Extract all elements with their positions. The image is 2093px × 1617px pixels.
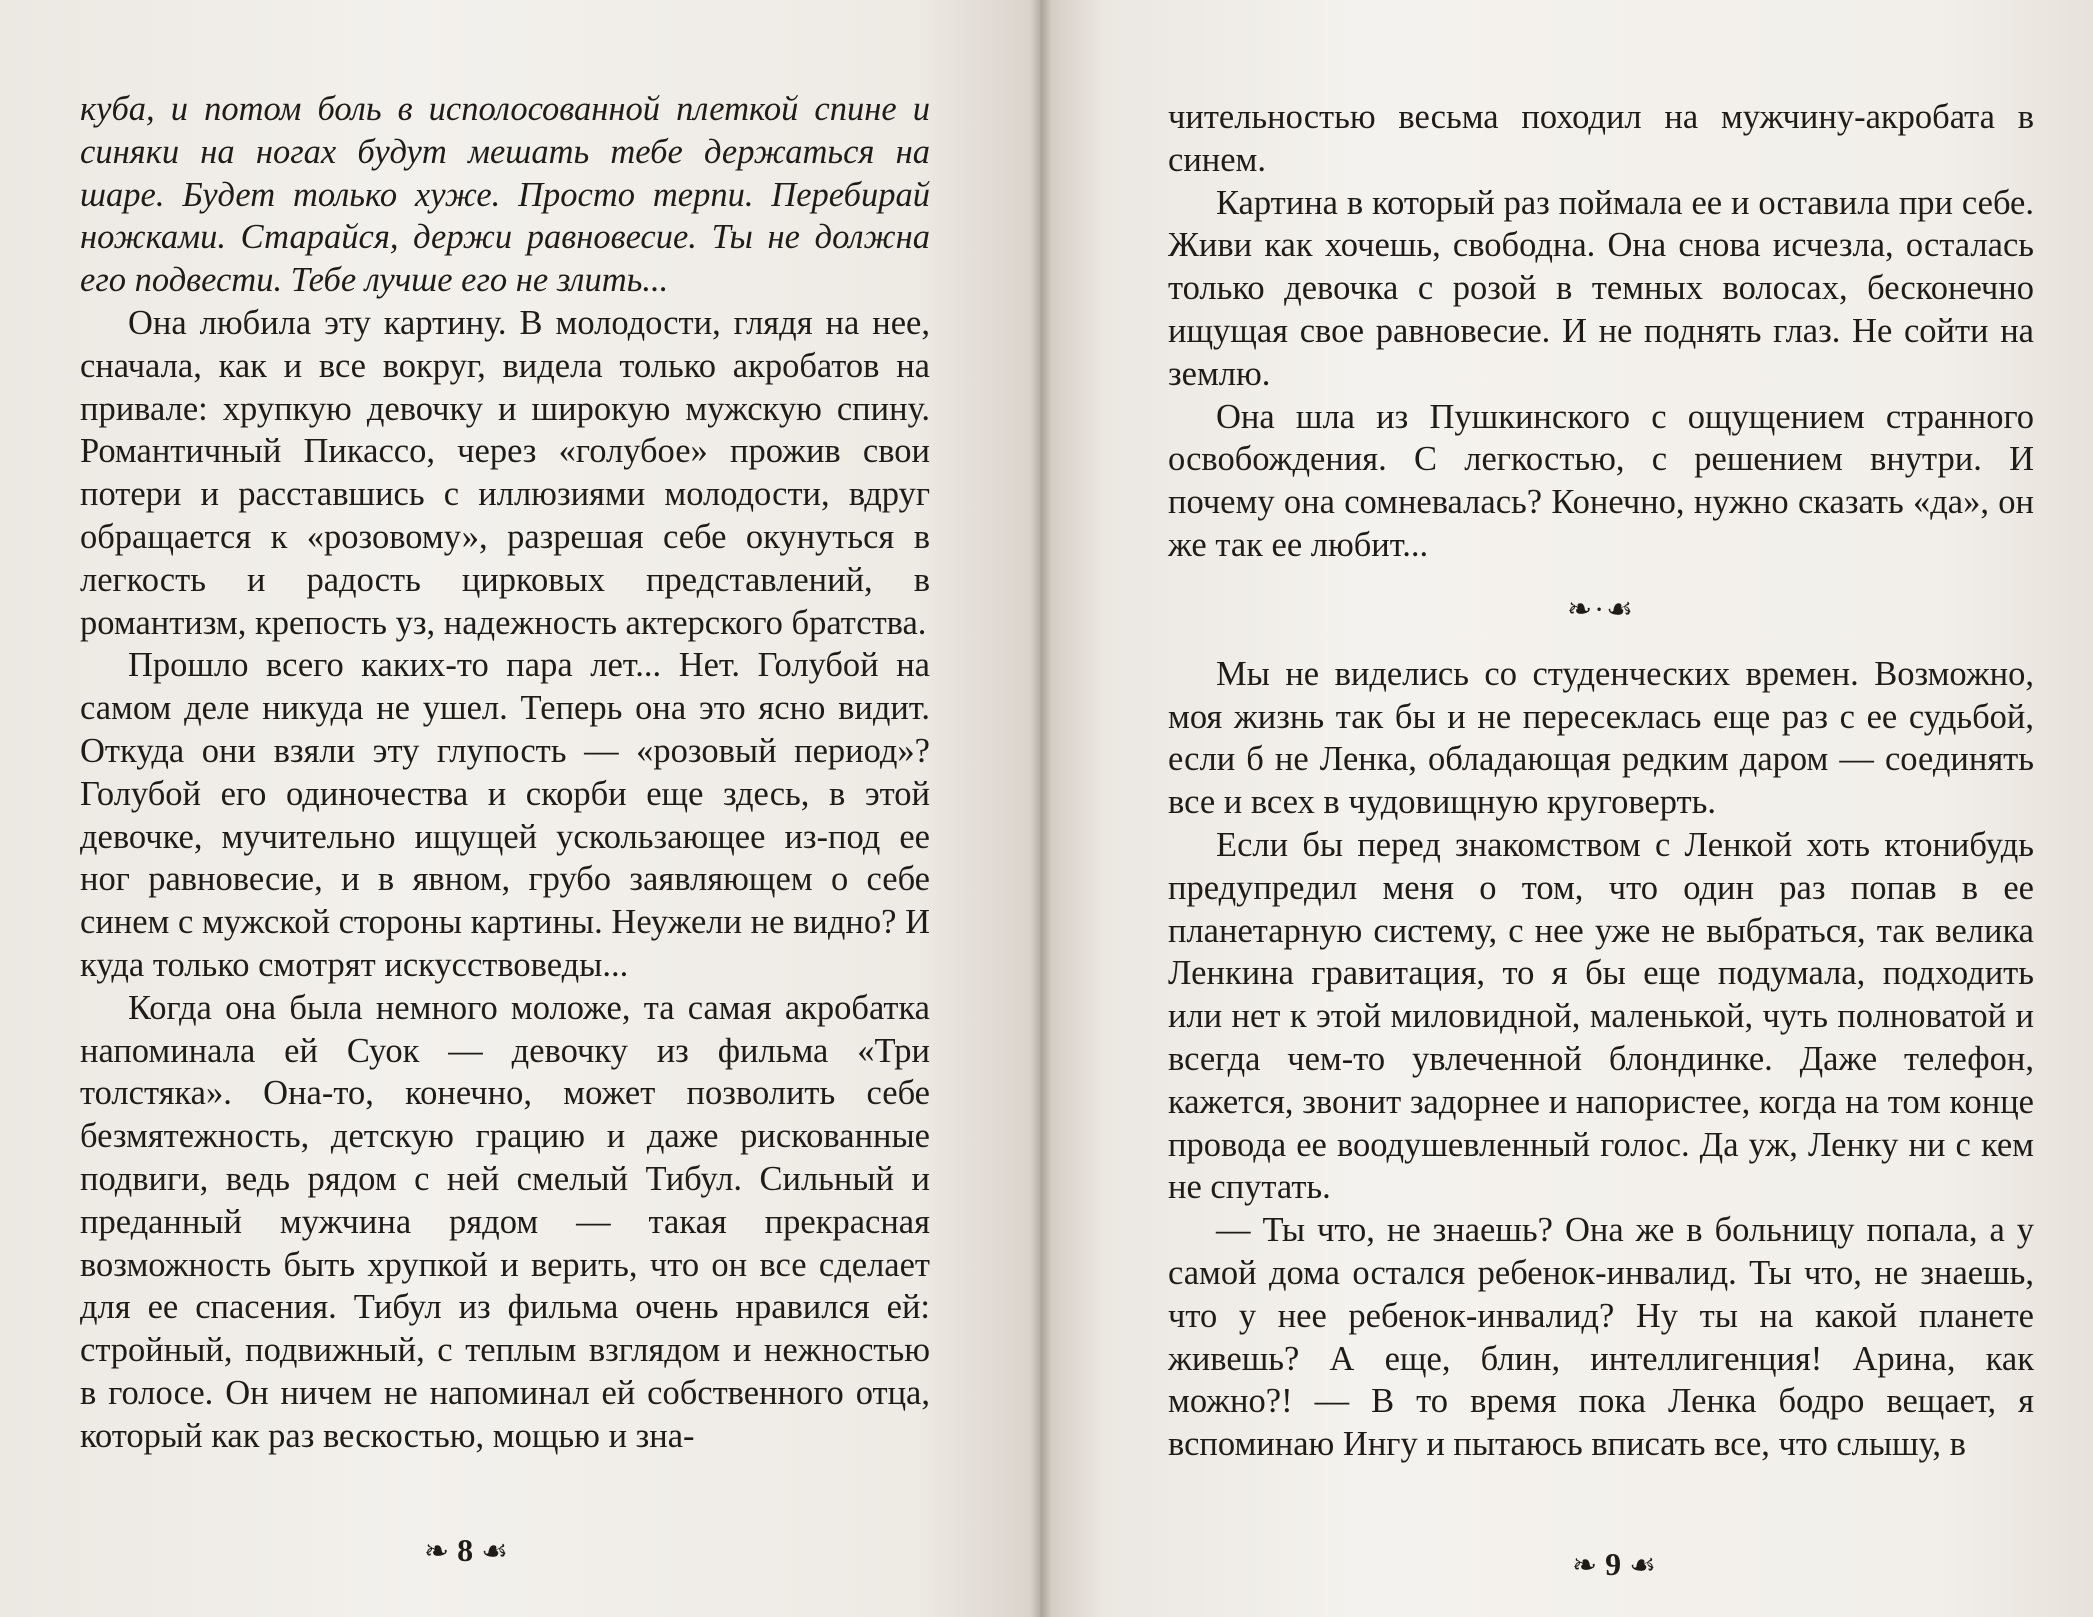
- page-number-left: [424, 1532, 508, 1569]
- right-page-text: [1168, 96, 2034, 1466]
- paragraph: Прошло всего каких-то пара лет... Нет. Голубой на самом деле никуда не ушел. Теперь она это ясно видит. Откуда они взяли эту глупость — «розовый период»? Голубой его одиночества и скорби еще здесь, в этой девочке, мучительно ищущей ускользающее из-под ее ног равновесие, и в явном, грубо заявляющем о себе синем с мужской стороны картины. Неужели не видно? И куда только смотрят искусствоведы...: [80, 646, 930, 984]
- ornament-right-icon: ☙: [481, 1535, 509, 1568]
- paragraph: чительностью весьма походил на мужчину-акробата в синем.: [1168, 98, 2034, 179]
- paragraph: Когда она была немного моложе, та самая акробатка напоминала ей Суок — девочку из фильма «Три толстяка». Она-то, конечно, может позволить себе безмятежность, детскую грацию и даже рискованные подвиги, ведь рядом с ней смелый Тибул. Сильный и преданный мужчина рядом — такая прекрасная возможность быть хрупкой и верить, что он все сделает для ее спасения. Тибул из фильма очень нравился ей: стройный, подвижный, с теплым взглядом и нежностью в голосе. Он ничем не напоминал ей собственного отца, который как раз вескостью, мощью и зна-: [80, 988, 930, 1455]
- paragraph: Она шла из Пушкинского с ощущением странного освобождения. С легкостью, с решением внутри. И почему она сомневалась? Конечно, нужно сказать «да», он же так ее любит...: [1168, 397, 2034, 564]
- paragraph: Картина в который раз поймала ее и оставила при себе. Живи как хочешь, свободна. Она снова исчезла, осталась только девочка с розой в темных волосах, бесконечно ищущая свое равновесие. И не поднять глаз. Не сойти на землю.: [1168, 183, 2034, 393]
- ornament-right-icon: ☙: [1629, 1549, 1657, 1582]
- page-number-value: 8: [457, 1532, 474, 1568]
- paragraph: Она любила эту картину. В молодости, глядя на нее, сначала, как и все вокруг, видела только акробатов на привале: хрупкую девочку и широкую мужскую спину. Романтичный Пикассо, через «голубое» прожив свои потери и расставшись с иллюзиями молодости, вдруг обращается к «розовому», разрешая себе окунуться в легкость и радость цирковых представлений, в романтизм, крепость уз, надежность актерского братства.: [80, 303, 930, 642]
- left-page-text: [80, 88, 930, 1458]
- ornament-left-icon: ❧: [424, 1535, 450, 1568]
- paragraph: Если бы перед знакомством с Ленкой хоть ктонибудь предупредил меня о том, что один раз попав в ее планетарную систему, с нее уже не выбраться, так велика Ленкина гравитация, то я бы еще подумала, подходить или нет к этой миловидной, маленькой, чуть полноватой и всегда чем-то увлеченной блондинке. Даже телефон, кажется, звонит задорнее и напористее, когда на том конце провода ее воодушевленный голос. Да уж, Ленку ни с кем не спутать.: [1168, 825, 2034, 1207]
- paragraph: куба, и потом боль в исполосованной плеткой спине и синяки на ногах будут мешать тебе держаться на шаре. Будет только хуже. Просто терпи. Перебирай ножками. Старайся, держи равновесие. Ты не должна его подвести. Тебе лучше его не злить...: [80, 90, 930, 300]
- left-page: [0, 0, 1040, 1617]
- book-gutter: [1030, 0, 1052, 1617]
- page-number-value: 9: [1605, 1546, 1622, 1582]
- page-number-right: [1572, 1546, 1656, 1583]
- ornament-left-icon: ❧: [1572, 1549, 1598, 1582]
- paragraph: Мы не виделись со студенческих времен. Возможно, моя жизнь так бы и не пересеклась еще раз с ее судьбой, если б не Ленка, обладающая редким даром — соединять все и всех в чудовищную круговерть.: [1168, 654, 2034, 822]
- right-page: [1040, 0, 2093, 1617]
- paragraph: — Ты что, не знаешь? Она же в больницу попала, а у самой дома остался ребенок-инвалид. Ты что, не знаешь, что у нее ребенок-инвалид? Ну ты на какой планете живешь? А еще, блин, интеллигенция! Арина, как можно?! — В то время пока Ленка бодро вещает, я вспоминаю Ингу и пытаюсь вписать все, что слышу, в: [1168, 1211, 2034, 1464]
- section-separator-icon: ❧·☙: [1566, 592, 1636, 626]
